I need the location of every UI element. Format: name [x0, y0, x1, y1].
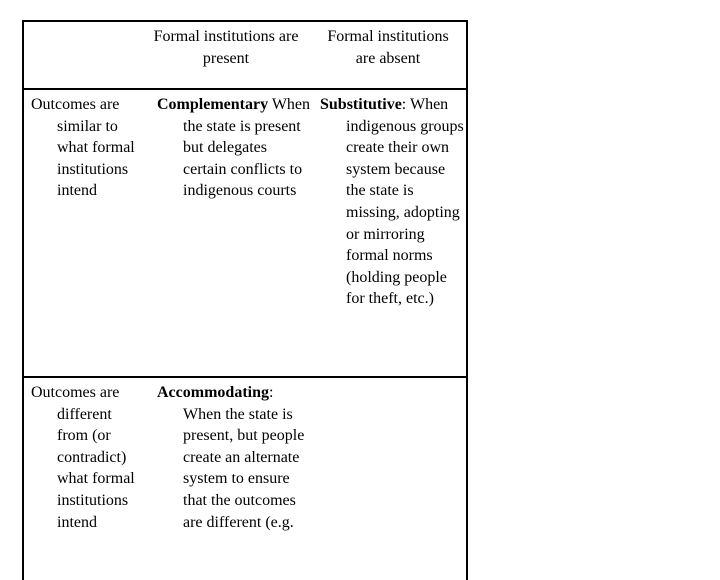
- term-accommodating: Accommodating: [157, 384, 269, 401]
- substitutive-description: When indigenous groups create their own system because the state is missing, adopting or mirroring formal norms (holding people for theft, etc.): [346, 96, 464, 308]
- table-border-top: [22, 20, 468, 22]
- row-1-label: Outcomes are similar to what formal institutions intend: [31, 96, 135, 200]
- row-1-present-cell: [157, 94, 314, 202]
- substitutive-colon: :: [401, 96, 407, 113]
- row-1-absent-cell: [320, 94, 467, 310]
- header-col-absent: Formal institutions are absent: [327, 28, 449, 67]
- table-row-divider-1: [22, 88, 468, 90]
- term-complementary: Complementary: [157, 96, 269, 113]
- accommodating-description: When the state is present, but people create an alternate system to ensure that the outcomes are different (e.g.: [183, 405, 305, 531]
- header-col-present: Formal institutions are present: [153, 28, 299, 67]
- row-2-present-cell: [157, 382, 314, 533]
- row-2-label: Outcomes are different from (or contradict) what formal institutions intend: [31, 384, 135, 531]
- table-row-divider-2: [22, 376, 468, 378]
- institutions-table: [22, 20, 468, 580]
- accommodating-colon: :: [268, 384, 274, 401]
- term-substitutive: Substitutive: [320, 96, 402, 113]
- table-border-left: [22, 20, 24, 580]
- complementary-description: When the state is present but delegates certain conflicts to indigenous courts: [183, 96, 311, 200]
